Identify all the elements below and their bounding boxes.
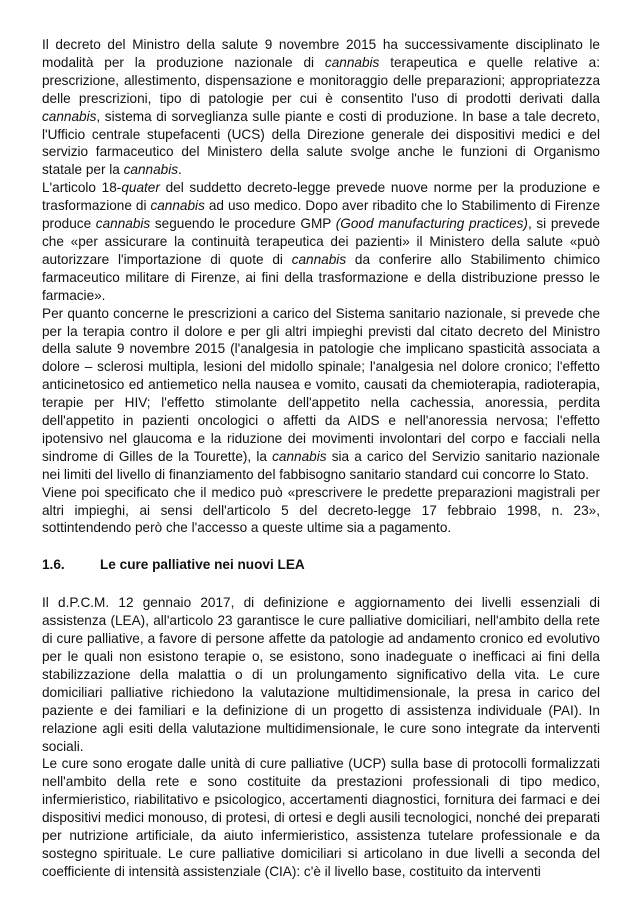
text-run: Viene poi specificato che il medico può «prescrivere le predette preparazioni magistrali per altri impieghi, ai sensi dell'articolo 5 del decreto-legge 17 febbraio 1998, n. 23», sottintendendo però che l'accesso a queste ultime sia a pagamento. (42, 484, 600, 536)
paragraph (42, 594, 600, 755)
italic-text: quater (121, 180, 160, 196)
text-run: Il decreto del Ministro della salute 9 novembre 2015 ha successivamente disciplinato le modalità per la produzione nazionale di (42, 37, 600, 70)
text-run: sia a carico del Servizio sanitario nazionale nei limiti del livello di finanziamento del fabbisogno sanitario standard cui concorre lo Stato. (42, 448, 600, 482)
text-run: da conferire allo Stabilimento chimico farmaceutico militare di Firenze, ai fini della trasformazione e della distribuzione presso le farmacie». (42, 251, 601, 303)
heading-number: 1.6. (42, 557, 65, 573)
section-palliative-care-text (42, 594, 600, 881)
text-run: L'articolo 18- (42, 180, 122, 196)
paragraph (42, 36, 600, 179)
italic-text: cannabis (291, 251, 347, 267)
text-run: , sistema di sorveglianza sulle piante e costi di produzione. In base a tale decreto, l'Ufficio centrale stupefacenti (UCS) della Direzione generale dei dispositivi medici e del servizio farmaceutico del Ministero della salute svolge anche le funzioni di Organismo statale per la (42, 108, 600, 178)
text-run: . (178, 162, 182, 178)
italic-text: cannabis (324, 54, 380, 70)
text-run: Le cure sono erogate dalle unità di cure palliative (UCP) sulla base di protocolli formalizzati nell'ambito della rete e sono costituite da prestazioni professionali di tipo medico, infermieristico, riabilitativo e psicologico, accertamenti diagnostici, fornitura dei farmaci e dei dispositivi medici monouso, di protesi, di ortesi e degli ausili tecnologici, nonché dei preparati per nutrizione artificiale, da aiuto infermieristico, assistenza tutelare professionale e da sostegno spirituale. Le cure palliative domiciliari si articolano in due livelli a seconda del coefficiente di intensità assistenziale (CIA): c'è il livello base, costituito da interventi (42, 756, 600, 879)
paragraph (42, 755, 600, 880)
italic-text: cannabis (272, 448, 327, 464)
paragraph (42, 179, 600, 304)
italic-text: cannabis (150, 198, 205, 214)
section-heading (42, 556, 600, 574)
document-page (42, 36, 600, 881)
text-run: , si prevede che «per assicurare la continuità terapeutica dei pazienti» il Ministero della salute «può autorizzare l'importazione di quote di (42, 216, 600, 267)
text-run: Per quanto concerne le prescrizioni a carico del Sistema sanitario nazionale, si prevede che per la terapia contro il dolore e per gli altri impieghi previsti dal citato decreto del Ministro della salute 9 novembre 2015 (l'analgesia in patologie che implicano spasticità associata a dolore – sclerosi multipla, lesioni del midollo spinale; l'analgesia nel dolore cronico; l'effetto anticinetosico ed antiemetico nella nausea e vomito, causati da chemioterapia, radioterapia, terapie per HIV; l'effetto stimolante dell'appetito nella cachessia, anoressia, perdita dell'appetito in pazienti oncologici o affetti da AIDS e nell'anoressia nervosa; l'effetto ipotensivo nel glaucoma e la riduzione dei movimenti involontari del corpo e facciali nella sindrome di Gilles de la Tourette), la (42, 305, 600, 464)
italic-text: (Good manufacturing practices) (335, 216, 528, 232)
paragraph (42, 484, 600, 538)
italic-text: cannabis (42, 108, 97, 124)
text-run: seguendo le procedure GMP (150, 216, 336, 232)
text-run: Il d.P.C.M. 12 gennaio 2017, di definizione e aggiornamento dei livelli essenziali di assistenza (LEA), all'articolo 23 garantisce le cure palliative domiciliari, nell'ambito della rete di cure palliative, a favore di persone affette da patologie ad andamento cronico ed evolutivo per le quali non esistono terapie o, se esistono, sono inadeguate o inefficaci ai fini della stabilizzazione della malattia o di un prolungamento significativo della vita. Le cure domiciliari palliative richiedono la valutazione multidimensionale, la presa in carico del paziente e dei familiari e la definizione di un progetto di assistenza individuale (PAI). In relazione agli esiti della valutazione multidimensionale, le cure sono integrate da interventi sociali. (42, 595, 600, 754)
paragraph (42, 305, 600, 484)
text-run: del suddetto decreto-legge prevede nuove norme per la produzione e trasformazione di (42, 180, 601, 214)
italic-text: cannabis (95, 216, 151, 232)
text-run: ad uso medico. Dopo aver ribadito che lo Stabilimento di Firenze produce (42, 198, 601, 232)
italic-text: cannabis (123, 162, 179, 178)
section-cannabis-text (42, 36, 600, 537)
text-run: terapeutica e quelle relative a: prescrizione, allestimento, dispensazione e monitoraggio delle preparazioni; appropriatezza delle prescrizioni, tipo di patologie per cui è consentito l'uso di prodotti derivati dalla (42, 54, 600, 106)
heading-title: Le cure palliative nei nuovi LEA (100, 557, 305, 573)
